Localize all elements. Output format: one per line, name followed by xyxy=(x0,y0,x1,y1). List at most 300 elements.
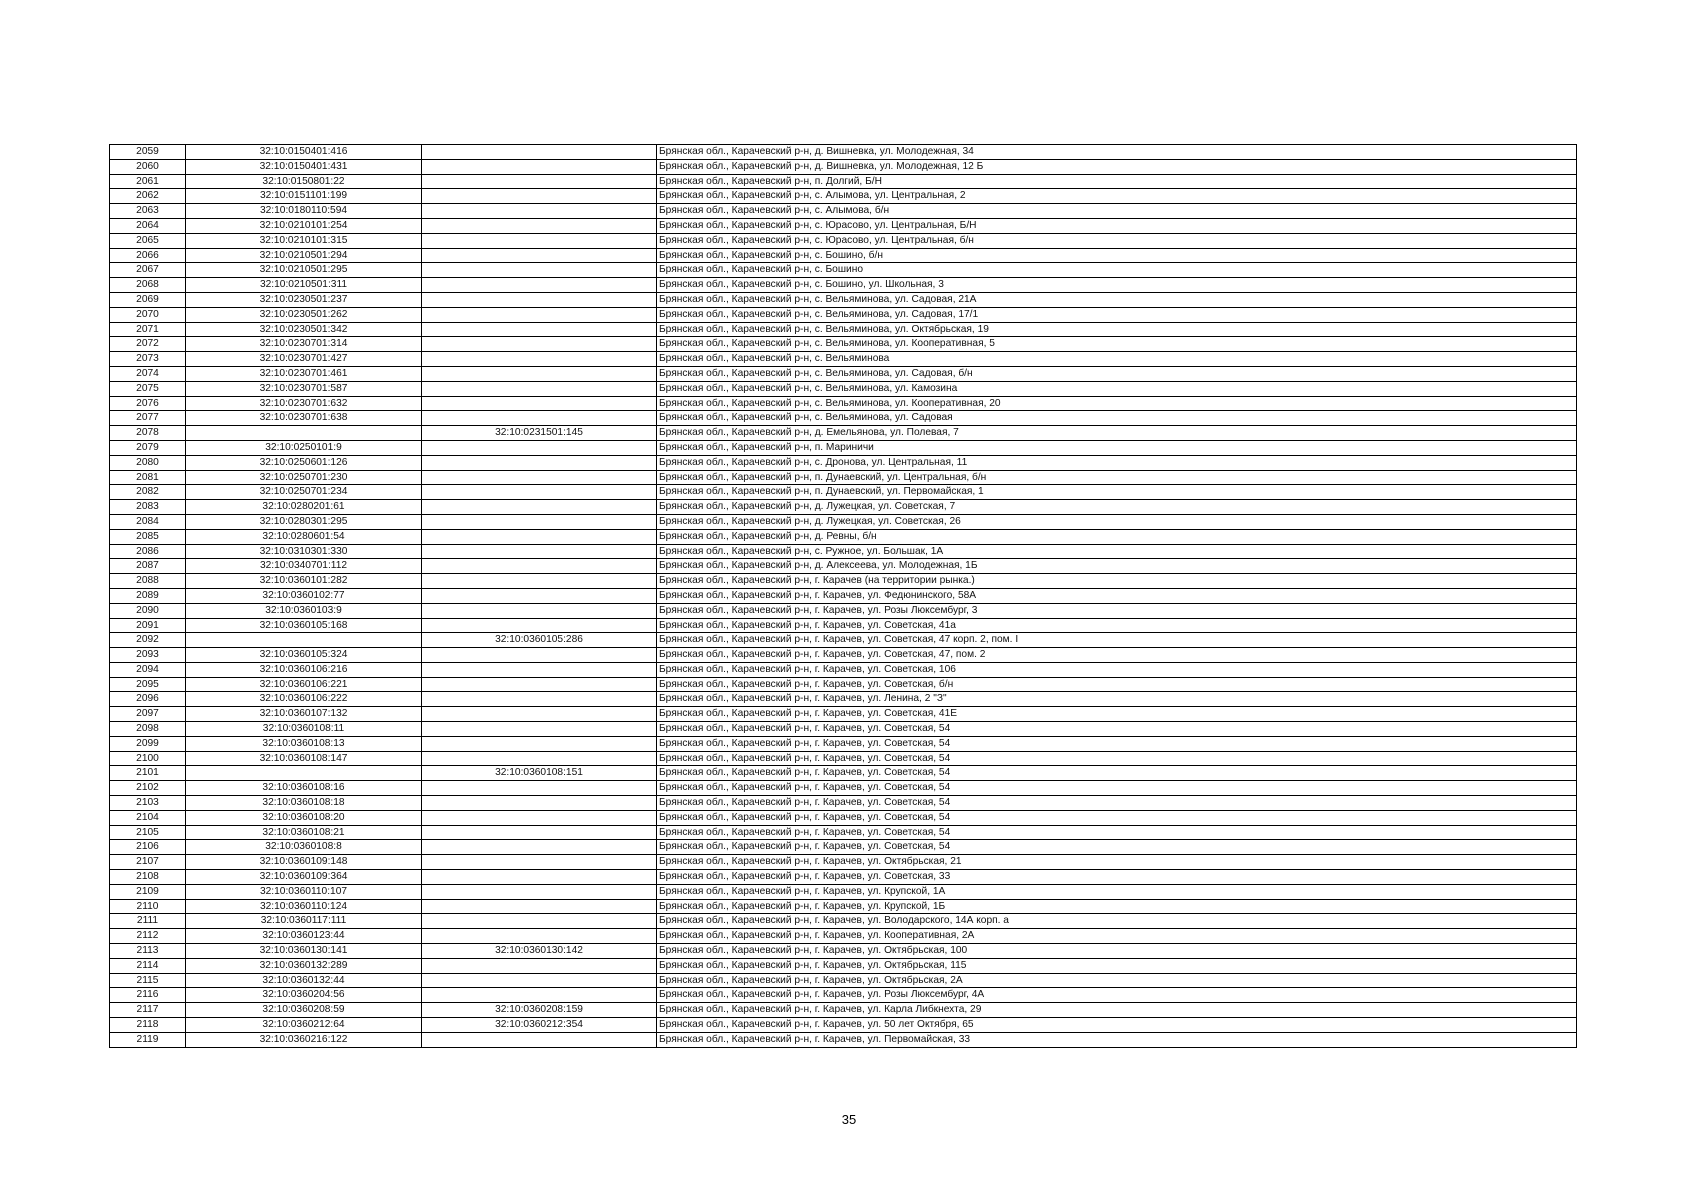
row-number-cell: 2102 xyxy=(110,781,186,796)
row-number-cell: 2079 xyxy=(110,440,186,455)
row-number-cell: 2099 xyxy=(110,736,186,751)
row-number-cell: 2085 xyxy=(110,529,186,544)
row-number-cell: 2075 xyxy=(110,381,186,396)
row-number-cell: 2080 xyxy=(110,455,186,470)
address-cell: Брянская обл., Карачевский р-н, п. Мариничи xyxy=(657,440,1577,455)
row-number-cell: 2064 xyxy=(110,218,186,233)
cadastral-number-cell: 32:10:0360108:8 xyxy=(186,840,422,855)
address-cell: Брянская обл., Карачевский р-н, с. Вельяминова, ул. Садовая, б/н xyxy=(657,366,1577,381)
table-row xyxy=(110,233,1577,248)
row-number-cell: 2073 xyxy=(110,352,186,367)
address-cell: Брянская обл., Карачевский р-н, д. Лужецкая, ул. Советская, 7 xyxy=(657,500,1577,515)
row-number-cell: 2074 xyxy=(110,366,186,381)
address-cell: Брянская обл., Карачевский р-н, д. Вишневка, ул. Молодежная, 34 xyxy=(657,145,1577,160)
cadastral-number-cell xyxy=(186,766,422,781)
cadastral-number-cell: 32:10:0360107:132 xyxy=(186,707,422,722)
table-row xyxy=(110,426,1577,441)
cadastral-number-cell: 32:10:0360130:141 xyxy=(186,944,422,959)
related-cadastral-number-cell xyxy=(422,648,657,663)
table-row xyxy=(110,544,1577,559)
row-number-cell: 2104 xyxy=(110,810,186,825)
address-cell: Брянская обл., Карачевский р-н, г. Карачев, ул. Октябрьская, 21 xyxy=(657,855,1577,870)
address-cell: Брянская обл., Карачевский р-н, г. Карачев, ул. Советская, 54 xyxy=(657,722,1577,737)
related-cadastral-number-cell xyxy=(422,736,657,751)
related-cadastral-number-cell xyxy=(422,973,657,988)
related-cadastral-number-cell xyxy=(422,529,657,544)
table-row xyxy=(110,514,1577,529)
related-cadastral-number-cell xyxy=(422,825,657,840)
table-row xyxy=(110,500,1577,515)
table-row xyxy=(110,677,1577,692)
table-row xyxy=(110,174,1577,189)
address-cell: Брянская обл., Карачевский р-н, г. Карачев, ул. Советская, 41Е xyxy=(657,707,1577,722)
cadastral-number-cell: 32:10:0360108:18 xyxy=(186,796,422,811)
table-row xyxy=(110,470,1577,485)
related-cadastral-number-cell xyxy=(422,440,657,455)
address-cell: Брянская обл., Карачевский р-н, г. Карачев, ул. Советская, 54 xyxy=(657,766,1577,781)
table-row xyxy=(110,707,1577,722)
registry-table-body xyxy=(110,145,1577,1048)
address-cell: Брянская обл., Карачевский р-н, п. Дунаевский, ул. Первомайская, 1 xyxy=(657,485,1577,500)
related-cadastral-number-cell xyxy=(422,781,657,796)
row-number-cell: 2097 xyxy=(110,707,186,722)
related-cadastral-number-cell xyxy=(422,1032,657,1047)
related-cadastral-number-cell xyxy=(422,707,657,722)
related-cadastral-number-cell xyxy=(422,870,657,885)
cadastral-number-cell: 32:10:0250701:234 xyxy=(186,485,422,500)
table-row xyxy=(110,958,1577,973)
table-row xyxy=(110,692,1577,707)
address-cell: Брянская обл., Карачевский р-н, г. Карачев, ул. Советская, 54 xyxy=(657,736,1577,751)
related-cadastral-number-cell xyxy=(422,485,657,500)
related-cadastral-number-cell xyxy=(422,722,657,737)
cadastral-number-cell: 32:10:0360105:168 xyxy=(186,618,422,633)
cadastral-number-cell: 32:10:0280301:295 xyxy=(186,514,422,529)
table-row xyxy=(110,366,1577,381)
cadastral-number-cell: 32:10:0230501:237 xyxy=(186,292,422,307)
related-cadastral-number-cell xyxy=(422,322,657,337)
related-cadastral-number-cell xyxy=(422,366,657,381)
cadastral-number-cell: 32:10:0360108:20 xyxy=(186,810,422,825)
row-number-cell: 2082 xyxy=(110,485,186,500)
address-cell: Брянская обл., Карачевский р-н, д. Ревны, б/н xyxy=(657,529,1577,544)
row-number-cell: 2093 xyxy=(110,648,186,663)
row-number-cell: 2060 xyxy=(110,159,186,174)
related-cadastral-number-cell: 32:10:0360212:354 xyxy=(422,1018,657,1033)
cadastral-number-cell: 32:10:0360108:13 xyxy=(186,736,422,751)
table-row xyxy=(110,263,1577,278)
address-cell: Брянская обл., Карачевский р-н, с. Вельяминова xyxy=(657,352,1577,367)
address-cell: Брянская обл., Карачевский р-н, г. Карачев, ул. Советская, 106 xyxy=(657,662,1577,677)
address-cell: Брянская обл., Карачевский р-н, г. Карачев, ул. 50 лет Октября, 65 xyxy=(657,1018,1577,1033)
table-row xyxy=(110,988,1577,1003)
address-cell: Брянская обл., Карачевский р-н, д. Емельянова, ул. Полевая, 7 xyxy=(657,426,1577,441)
related-cadastral-number-cell xyxy=(422,751,657,766)
row-number-cell: 2106 xyxy=(110,840,186,855)
address-cell: Брянская обл., Карачевский р-н, г. Карачев, ул. Розы Люксембург, 3 xyxy=(657,603,1577,618)
address-cell: Брянская обл., Карачевский р-н, с. Алымова, б/н xyxy=(657,204,1577,219)
related-cadastral-number-cell: 32:10:0360130:142 xyxy=(422,944,657,959)
table-row xyxy=(110,337,1577,352)
row-number-cell: 2065 xyxy=(110,233,186,248)
address-cell: Брянская обл., Карачевский р-н, с. Бошино xyxy=(657,263,1577,278)
table-row xyxy=(110,159,1577,174)
cadastral-number-cell: 32:10:0360109:364 xyxy=(186,870,422,885)
cadastral-number-cell: 32:10:0250101:9 xyxy=(186,440,422,455)
related-cadastral-number-cell xyxy=(422,884,657,899)
row-number-cell: 2095 xyxy=(110,677,186,692)
row-number-cell: 2096 xyxy=(110,692,186,707)
cadastral-number-cell xyxy=(186,426,422,441)
address-cell: Брянская обл., Карачевский р-н, г. Карачев, ул. Советская, б/н xyxy=(657,677,1577,692)
cadastral-number-cell: 32:10:0210101:315 xyxy=(186,233,422,248)
related-cadastral-number-cell xyxy=(422,218,657,233)
related-cadastral-number-cell xyxy=(422,174,657,189)
related-cadastral-number-cell xyxy=(422,411,657,426)
row-number-cell: 2100 xyxy=(110,751,186,766)
address-cell: Брянская обл., Карачевский р-н, с. Вельяминова, ул. Садовая, 21А xyxy=(657,292,1577,307)
table-row xyxy=(110,1018,1577,1033)
cadastral-number-cell: 32:10:0230501:262 xyxy=(186,307,422,322)
table-row xyxy=(110,766,1577,781)
cadastral-number-cell: 32:10:0280601:54 xyxy=(186,529,422,544)
related-cadastral-number-cell xyxy=(422,914,657,929)
row-number-cell: 2118 xyxy=(110,1018,186,1033)
related-cadastral-number-cell xyxy=(422,662,657,677)
cadastral-number-cell: 32:10:0210501:295 xyxy=(186,263,422,278)
address-cell: Брянская обл., Карачевский р-н, г. Карачев, ул. Крупской, 1А xyxy=(657,884,1577,899)
related-cadastral-number-cell xyxy=(422,204,657,219)
address-cell: Брянская обл., Карачевский р-н, г. Карачев, ул. Советская, 54 xyxy=(657,781,1577,796)
address-cell: Брянская обл., Карачевский р-н, с. Юрасово, ул. Центральная, Б/Н xyxy=(657,218,1577,233)
related-cadastral-number-cell xyxy=(422,500,657,515)
table-row xyxy=(110,736,1577,751)
address-cell: Брянская обл., Карачевский р-н, с. Алымова, ул. Центральная, 2 xyxy=(657,189,1577,204)
address-cell: Брянская обл., Карачевский р-н, с. Ружное, ул. Большак, 1А xyxy=(657,544,1577,559)
cadastral-number-cell: 32:10:0360101:282 xyxy=(186,574,422,589)
row-number-cell: 2062 xyxy=(110,189,186,204)
table-row xyxy=(110,603,1577,618)
related-cadastral-number-cell xyxy=(422,929,657,944)
row-number-cell: 2117 xyxy=(110,1003,186,1018)
table-row xyxy=(110,218,1577,233)
cadastral-number-cell: 32:10:0360108:147 xyxy=(186,751,422,766)
address-cell: Брянская обл., Карачевский р-н, с. Бошино, ул. Школьная, 3 xyxy=(657,278,1577,293)
related-cadastral-number-cell xyxy=(422,159,657,174)
related-cadastral-number-cell xyxy=(422,588,657,603)
row-number-cell: 2068 xyxy=(110,278,186,293)
table-row xyxy=(110,884,1577,899)
cadastral-number-cell: 32:10:0230701:427 xyxy=(186,352,422,367)
cadastral-number-cell: 32:10:0360106:216 xyxy=(186,662,422,677)
row-number-cell: 2072 xyxy=(110,337,186,352)
row-number-cell: 2089 xyxy=(110,588,186,603)
table-row xyxy=(110,899,1577,914)
row-number-cell: 2091 xyxy=(110,618,186,633)
row-number-cell: 2067 xyxy=(110,263,186,278)
cadastral-number-cell: 32:10:0360103:9 xyxy=(186,603,422,618)
address-cell: Брянская обл., Карачевский р-н, г. Карачев, ул. Советская, 47, пом. 2 xyxy=(657,648,1577,663)
table-row xyxy=(110,440,1577,455)
cadastral-number-cell: 32:10:0230701:638 xyxy=(186,411,422,426)
row-number-cell: 2090 xyxy=(110,603,186,618)
cadastral-number-cell: 32:10:0210501:294 xyxy=(186,248,422,263)
cadastral-number-cell: 32:10:0360204:56 xyxy=(186,988,422,1003)
table-row xyxy=(110,1003,1577,1018)
table-row xyxy=(110,929,1577,944)
address-cell: Брянская обл., Карачевский р-н, с. Вельяминова, ул. Камозина xyxy=(657,381,1577,396)
row-number-cell: 2061 xyxy=(110,174,186,189)
table-row xyxy=(110,781,1577,796)
cadastral-number-cell: 32:10:0360108:16 xyxy=(186,781,422,796)
row-number-cell: 2092 xyxy=(110,633,186,648)
related-cadastral-number-cell xyxy=(422,307,657,322)
row-number-cell: 2114 xyxy=(110,958,186,973)
table-row xyxy=(110,825,1577,840)
row-number-cell: 2081 xyxy=(110,470,186,485)
address-cell: Брянская обл., Карачевский р-н, г. Карачев, ул. Советская, 54 xyxy=(657,825,1577,840)
row-number-cell: 2070 xyxy=(110,307,186,322)
related-cadastral-number-cell xyxy=(422,618,657,633)
address-cell: Брянская обл., Карачевский р-н, г. Карачев, ул. Карла Либкнехта, 29 xyxy=(657,1003,1577,1018)
cadastral-number-cell: 32:10:0360132:44 xyxy=(186,973,422,988)
address-cell: Брянская обл., Карачевский р-н, г. Карачев, ул. Октябрьская, 100 xyxy=(657,944,1577,959)
table-row xyxy=(110,455,1577,470)
table-row xyxy=(110,396,1577,411)
address-cell: Брянская обл., Карачевский р-н, г. Карачев, ул. Первомайская, 33 xyxy=(657,1032,1577,1047)
registry-table xyxy=(109,144,1577,1048)
address-cell: Брянская обл., Карачевский р-н, с. Вельяминова, ул. Кооперативная, 5 xyxy=(657,337,1577,352)
row-number-cell: 2076 xyxy=(110,396,186,411)
cadastral-number-cell: 32:10:0250601:126 xyxy=(186,455,422,470)
address-cell: Брянская обл., Карачевский р-н, с. Вельяминова, ул. Садовая xyxy=(657,411,1577,426)
row-number-cell: 2112 xyxy=(110,929,186,944)
cadastral-number-cell: 32:10:0310301:330 xyxy=(186,544,422,559)
table-row xyxy=(110,914,1577,929)
row-number-cell: 2115 xyxy=(110,973,186,988)
address-cell: Брянская обл., Карачевский р-н, д. Алексеева, ул. Молодежная, 1Б xyxy=(657,559,1577,574)
address-cell: Брянская обл., Карачевский р-н, г. Карачев, ул. Кооперативная, 2А xyxy=(657,929,1577,944)
address-cell: Брянская обл., Карачевский р-н, с. Вельяминова, ул. Кооперативная, 20 xyxy=(657,396,1577,411)
cadastral-number-cell: 32:10:0230701:587 xyxy=(186,381,422,396)
table-row xyxy=(110,485,1577,500)
table-row xyxy=(110,307,1577,322)
row-number-cell: 2109 xyxy=(110,884,186,899)
related-cadastral-number-cell xyxy=(422,233,657,248)
related-cadastral-number-cell xyxy=(422,396,657,411)
address-cell: Брянская обл., Карачевский р-н, г. Карачев, ул. Ленина, 2 "З" xyxy=(657,692,1577,707)
table-row xyxy=(110,411,1577,426)
address-cell: Брянская обл., Карачевский р-н, г. Карачев (на территории рынка.) xyxy=(657,574,1577,589)
table-row xyxy=(110,810,1577,825)
table-row xyxy=(110,1032,1577,1047)
row-number-cell: 2108 xyxy=(110,870,186,885)
address-cell: Брянская обл., Карачевский р-н, г. Карачев, ул. Октябрьская, 115 xyxy=(657,958,1577,973)
cadastral-number-cell: 32:10:0210501:311 xyxy=(186,278,422,293)
related-cadastral-number-cell: 32:10:0360208:159 xyxy=(422,1003,657,1018)
related-cadastral-number-cell xyxy=(422,381,657,396)
row-number-cell: 2094 xyxy=(110,662,186,677)
row-number-cell: 2107 xyxy=(110,855,186,870)
related-cadastral-number-cell xyxy=(422,574,657,589)
table-row xyxy=(110,381,1577,396)
cadastral-number-cell: 32:10:0360102:77 xyxy=(186,588,422,603)
related-cadastral-number-cell xyxy=(422,337,657,352)
related-cadastral-number-cell xyxy=(422,692,657,707)
row-number-cell: 2119 xyxy=(110,1032,186,1047)
cadastral-number-cell: 32:10:0360106:221 xyxy=(186,677,422,692)
cadastral-number-cell: 32:10:0150801:22 xyxy=(186,174,422,189)
address-cell: Брянская обл., Карачевский р-н, г. Карачев, ул. Володарского, 14А корп. а xyxy=(657,914,1577,929)
address-cell: Брянская обл., Карачевский р-н, г. Карачев, ул. Советская, 47 корп. 2, пом. I xyxy=(657,633,1577,648)
address-cell: Брянская обл., Карачевский р-н, с. Вельяминова, ул. Садовая, 17/1 xyxy=(657,307,1577,322)
table-row xyxy=(110,855,1577,870)
related-cadastral-number-cell xyxy=(422,263,657,278)
table-row xyxy=(110,870,1577,885)
table-row xyxy=(110,973,1577,988)
related-cadastral-number-cell xyxy=(422,352,657,367)
cadastral-number-cell: 32:10:0280201:61 xyxy=(186,500,422,515)
row-number-cell: 2110 xyxy=(110,899,186,914)
cadastral-number-cell: 32:10:0360108:11 xyxy=(186,722,422,737)
address-cell: Брянская обл., Карачевский р-н, г. Карачев, ул. Советская, 54 xyxy=(657,840,1577,855)
related-cadastral-number-cell xyxy=(422,796,657,811)
related-cadastral-number-cell: 32:10:0360108:151 xyxy=(422,766,657,781)
related-cadastral-number-cell: 32:10:0231501:145 xyxy=(422,426,657,441)
cadastral-number-cell xyxy=(186,633,422,648)
cadastral-number-cell: 32:10:0360208:59 xyxy=(186,1003,422,1018)
table-row xyxy=(110,189,1577,204)
address-cell: Брянская обл., Карачевский р-н, г. Карачев, ул. Советская, 54 xyxy=(657,751,1577,766)
cadastral-number-cell: 32:10:0250701:230 xyxy=(186,470,422,485)
address-cell: Брянская обл., Карачевский р-н, г. Карачев, ул. Советская, 41а xyxy=(657,618,1577,633)
address-cell: Брянская обл., Карачевский р-н, п. Дунаевский, ул. Центральная, б/н xyxy=(657,470,1577,485)
cadastral-number-cell: 32:10:0360109:148 xyxy=(186,855,422,870)
row-number-cell: 2087 xyxy=(110,559,186,574)
cadastral-number-cell: 32:10:0180110:594 xyxy=(186,204,422,219)
table-row xyxy=(110,529,1577,544)
row-number-cell: 2084 xyxy=(110,514,186,529)
table-row xyxy=(110,248,1577,263)
related-cadastral-number-cell xyxy=(422,278,657,293)
address-cell: Брянская обл., Карачевский р-н, г. Карачев, ул. Советская, 54 xyxy=(657,796,1577,811)
row-number-cell: 2071 xyxy=(110,322,186,337)
related-cadastral-number-cell xyxy=(422,559,657,574)
row-number-cell: 2098 xyxy=(110,722,186,737)
cadastral-number-cell: 32:10:0360106:222 xyxy=(186,692,422,707)
cadastral-number-cell: 32:10:0230701:314 xyxy=(186,337,422,352)
page-number: 35 xyxy=(841,1112,857,1127)
related-cadastral-number-cell xyxy=(422,810,657,825)
table-row xyxy=(110,944,1577,959)
table-row xyxy=(110,322,1577,337)
related-cadastral-number-cell xyxy=(422,677,657,692)
table-row xyxy=(110,722,1577,737)
row-number-cell: 2105 xyxy=(110,825,186,840)
related-cadastral-number-cell xyxy=(422,292,657,307)
row-number-cell: 2066 xyxy=(110,248,186,263)
address-cell: Брянская обл., Карачевский р-н, г. Карачев, ул. Федюнинского, 58А xyxy=(657,588,1577,603)
row-number-cell: 2077 xyxy=(110,411,186,426)
address-cell: Брянская обл., Карачевский р-н, с. Юрасово, ул. Центральная, б/н xyxy=(657,233,1577,248)
cadastral-number-cell: 32:10:0360110:107 xyxy=(186,884,422,899)
table-row xyxy=(110,796,1577,811)
table-row xyxy=(110,204,1577,219)
row-number-cell: 2088 xyxy=(110,574,186,589)
cadastral-number-cell: 32:10:0150401:416 xyxy=(186,145,422,160)
table-row xyxy=(110,751,1577,766)
table-row xyxy=(110,145,1577,160)
table-row xyxy=(110,662,1577,677)
address-cell: Брянская обл., Карачевский р-н, г. Карачев, ул. Советская, 54 xyxy=(657,810,1577,825)
address-cell: Брянская обл., Карачевский р-н, г. Карачев, ул. Розы Люксембург, 4А xyxy=(657,988,1577,1003)
related-cadastral-number-cell xyxy=(422,455,657,470)
address-cell: Брянская обл., Карачевский р-н, г. Карачев, ул. Крупской, 1Б xyxy=(657,899,1577,914)
related-cadastral-number-cell xyxy=(422,145,657,160)
cadastral-number-cell: 32:10:0360212:64 xyxy=(186,1018,422,1033)
related-cadastral-number-cell: 32:10:0360105:286 xyxy=(422,633,657,648)
address-cell: Брянская обл., Карачевский р-н, с. Бошино, б/н xyxy=(657,248,1577,263)
row-number-cell: 2069 xyxy=(110,292,186,307)
table-row xyxy=(110,292,1577,307)
row-number-cell: 2059 xyxy=(110,145,186,160)
cadastral-number-cell: 32:10:0230701:461 xyxy=(186,366,422,381)
related-cadastral-number-cell xyxy=(422,958,657,973)
address-cell: Брянская обл., Карачевский р-н, д. Лужецкая, ул. Советская, 26 xyxy=(657,514,1577,529)
address-cell: Брянская обл., Карачевский р-н, г. Карачев, ул. Советская, 33 xyxy=(657,870,1577,885)
related-cadastral-number-cell xyxy=(422,840,657,855)
cadastral-number-cell: 32:10:0360108:21 xyxy=(186,825,422,840)
cadastral-number-cell: 32:10:0150401:431 xyxy=(186,159,422,174)
row-number-cell: 2063 xyxy=(110,204,186,219)
related-cadastral-number-cell xyxy=(422,248,657,263)
table-row xyxy=(110,618,1577,633)
address-cell: Брянская обл., Карачевский р-н, п. Долгий, Б/Н xyxy=(657,174,1577,189)
table-row xyxy=(110,633,1577,648)
related-cadastral-number-cell xyxy=(422,988,657,1003)
row-number-cell: 2113 xyxy=(110,944,186,959)
table-row xyxy=(110,840,1577,855)
table-row xyxy=(110,574,1577,589)
related-cadastral-number-cell xyxy=(422,470,657,485)
row-number-cell: 2101 xyxy=(110,766,186,781)
row-number-cell: 2111 xyxy=(110,914,186,929)
cadastral-number-cell: 32:10:0360132:289 xyxy=(186,958,422,973)
address-cell: Брянская обл., Карачевский р-н, с. Вельяминова, ул. Октябрьская, 19 xyxy=(657,322,1577,337)
cadastral-number-cell: 32:10:0230501:342 xyxy=(186,322,422,337)
related-cadastral-number-cell xyxy=(422,603,657,618)
row-number-cell: 2086 xyxy=(110,544,186,559)
address-cell: Брянская обл., Карачевский р-н, с. Дронова, ул. Центральная, 11 xyxy=(657,455,1577,470)
row-number-cell: 2083 xyxy=(110,500,186,515)
cadastral-number-cell: 32:10:0360216:122 xyxy=(186,1032,422,1047)
row-number-cell: 2078 xyxy=(110,426,186,441)
cadastral-number-cell: 32:10:0360123:44 xyxy=(186,929,422,944)
table-row xyxy=(110,352,1577,367)
address-cell: Брянская обл., Карачевский р-н, д. Вишневка, ул. Молодежная, 12 Б xyxy=(657,159,1577,174)
related-cadastral-number-cell xyxy=(422,855,657,870)
cadastral-number-cell: 32:10:0151101:199 xyxy=(186,189,422,204)
row-number-cell: 2116 xyxy=(110,988,186,1003)
address-cell: Брянская обл., Карачевский р-н, г. Карачев, ул. Октябрьская, 2А xyxy=(657,973,1577,988)
cadastral-number-cell: 32:10:0230701:632 xyxy=(186,396,422,411)
related-cadastral-number-cell xyxy=(422,544,657,559)
cadastral-number-cell: 32:10:0360110:124 xyxy=(186,899,422,914)
cadastral-number-cell: 32:10:0210101:254 xyxy=(186,218,422,233)
cadastral-number-cell: 32:10:0340701:112 xyxy=(186,559,422,574)
table-row xyxy=(110,588,1577,603)
table-row xyxy=(110,648,1577,663)
